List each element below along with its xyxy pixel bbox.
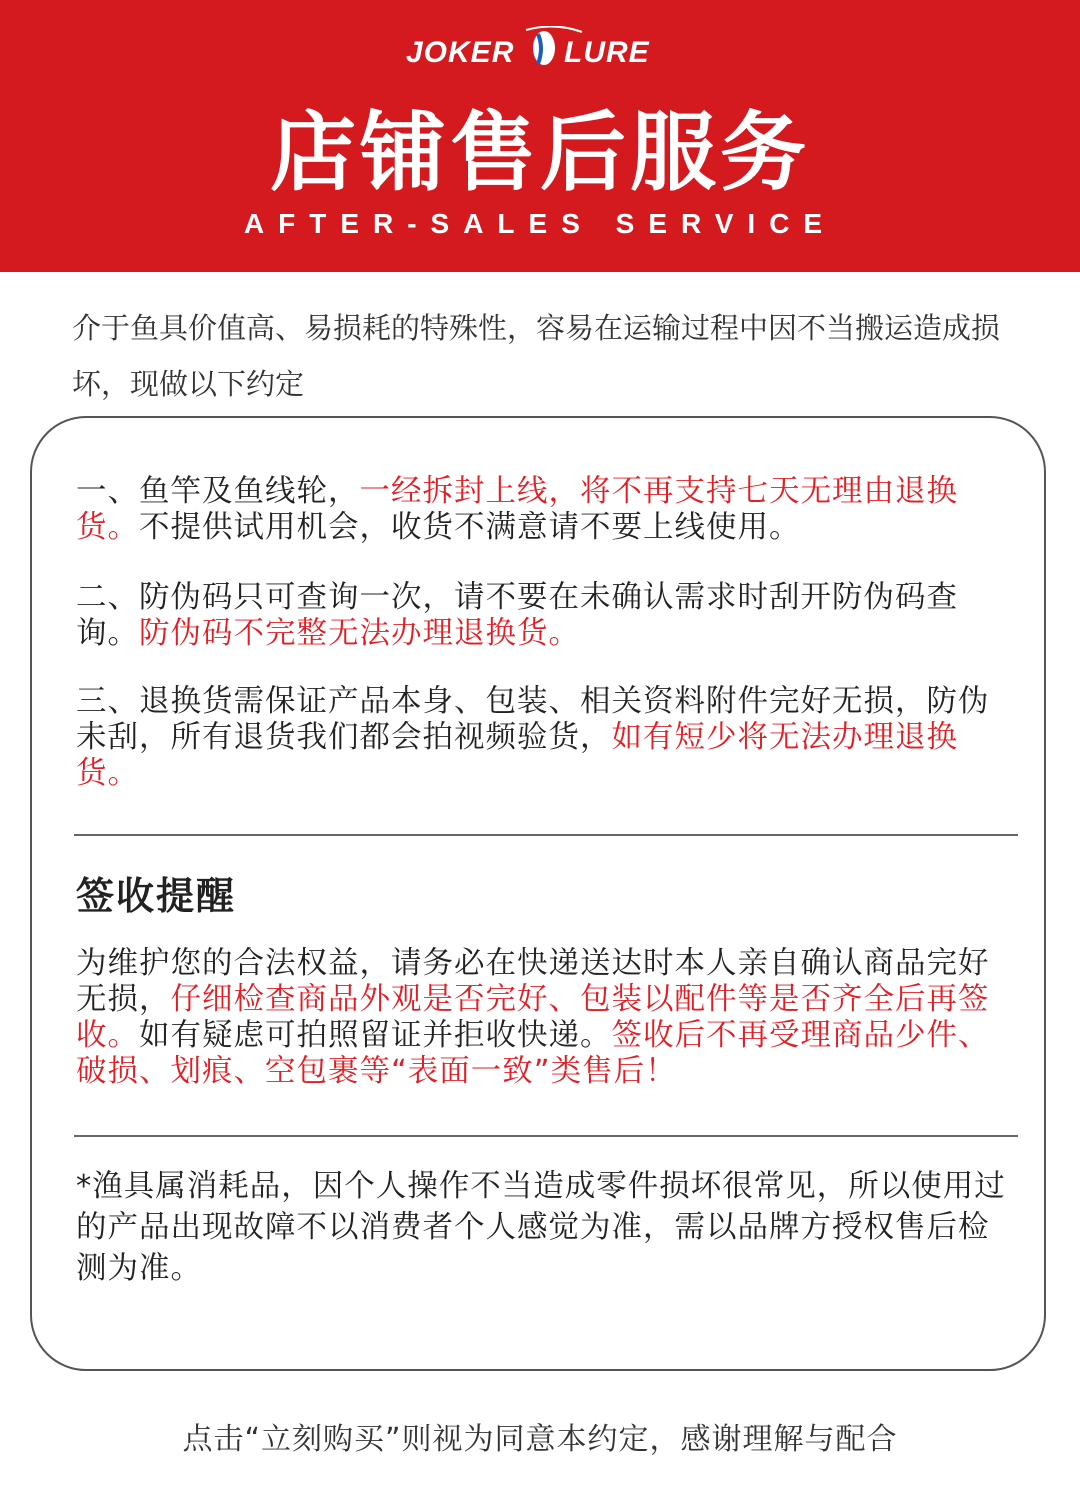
- header-banner: [0, 0, 1080, 272]
- receipt-highlight-1: 仔细检查商品外观是否完好、包装以配件等是否齐全后再签收。: [76, 982, 990, 1053]
- rule-2-text: 二、防伪码只可查询一次，请不要在未确认需求时刮开防伪码查询。: [76, 580, 958, 651]
- rule-1-text: 一、鱼竿及鱼线轮，: [76, 474, 360, 509]
- footer-agreement: 点击“立刻购买”则视为同意本约定，感谢理解与配合: [182, 1422, 898, 1457]
- receipt-text-1: 为维护您的合法权益，请务必在快递送达时本人亲自确认商品完好无损，: [76, 946, 990, 1017]
- rule-2-highlight: 防伪码不完整无法办理退换货。: [139, 616, 580, 651]
- rule-3-highlight: 如有短少将无法办理退换货。: [76, 720, 958, 791]
- receipt-text-2: 如有疑虑可拍照留证并拒收快递。: [139, 1018, 612, 1053]
- divider: [74, 834, 1018, 836]
- receipt-highlight-2: 签收后不再受理商品少件、破损、划痕、空包裹等“表面一致”类售后！: [76, 1018, 990, 1089]
- rule-1: [76, 474, 1008, 546]
- consumables-note: *渔具属消耗品，因个人操作不当造成零件损坏很常见，所以使用过的产品出现故障不以消费者个人感觉为准，需以品牌方授权售后检测为准。: [76, 1169, 1006, 1286]
- rule-3-text: 三、退换货需保证产品本身、包装、相关资料附件完好无损，防伪未刮，所有退货我们都会拍视频验货，: [76, 684, 990, 755]
- divider: [74, 1135, 1018, 1137]
- page-subtitle: AFTER-SALES SERVICE: [243, 208, 837, 239]
- page-title: 店铺售后服务: [270, 103, 810, 203]
- svg-text:LURE: LURE: [564, 36, 650, 69]
- rule-3: [76, 684, 1008, 792]
- rule-1-highlight: 一经拆封上线，将不再支持七天无理由退换货。: [76, 474, 958, 545]
- rule-2: [76, 580, 1008, 652]
- svg-text:JOKER: JOKER: [406, 36, 515, 69]
- rule-1-text-2: 不提供试用机会，收货不满意请不要上线使用。: [139, 510, 801, 545]
- brand-logo: [404, 26, 654, 70]
- receipt-reminder: [76, 946, 1008, 1090]
- intro-text: 介于鱼具价值高、易损耗的特殊性，容易在运输过程中因不当搬运造成损坏，现做以下约定: [72, 311, 1001, 401]
- receipt-heading: 签收提醒: [76, 874, 237, 918]
- joker-lure-logo-icon: [404, 26, 654, 70]
